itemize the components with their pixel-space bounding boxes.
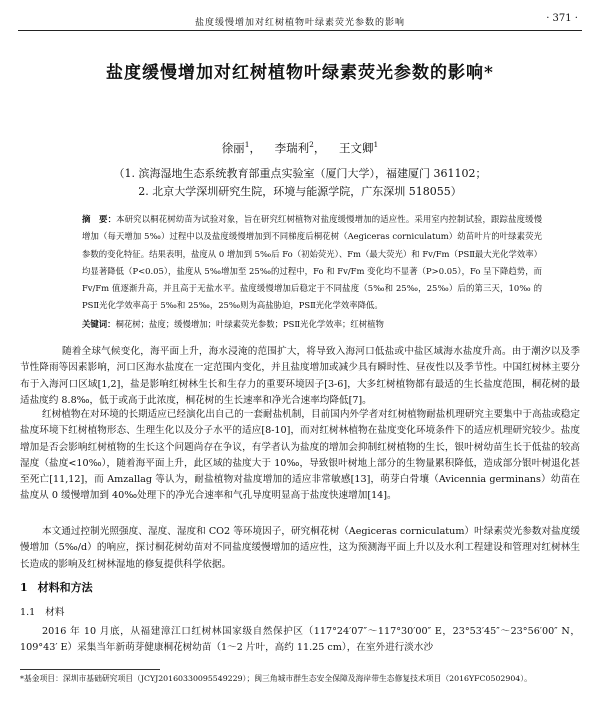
body-paragraph-1: 随着全球气候变化，海平面上升，海水浸淹的范围扩大，将导致入海河口低盐或中盐区域海水盐度升高。由于潮汐以及季节性降雨等因素影响，河口区海水盐度在一定范围内变化，并且盐度增加或减少具有瞬时性、昼夜性以及季节性。中国红树林主要分布于入海河口区域[1,2]，盐是影响红树林生长和生存力的重要环境因子[3-6]，大多红树植物都有最适的生长盐度范围，桐花树的最适盐度约 8.8‰，低于或高于此浓度，桐花树的生长速率和净光合速率均降低[7]。: [20, 346, 580, 406]
page-header: [0, 0, 600, 34]
section-heading-1: 1 材料和方法: [20, 581, 93, 594]
footnote-rule: [20, 669, 160, 670]
abstract-text: 本研究以桐花树幼苗为试验对象，旨在研究红树植物对盐度缓慢增加的适应性。采用室内控制试验，跟踪盐度缓慢增加（每天增加 5‰）过程中以及盐度缓慢增加到不同梯度后桐花树（Aegiceras corniculatum）幼苗叶片的叶绿素荧光参数的变化特征。结果表明，盐度从 0 增加到 5‰后 Fo（初始荧光）、Fm（最大荧光）和 Fv/Fm（PSⅡ最大光化学效率）均显著降低（P<0.05），盐度从 5‰增加至 25‰的过程中，Fo 和 Fv/Fm 变化均不显著（P>0.05），Fo 呈下降趋势，而 Fv/Fm 值逐渐升高，并且高于无盐水平。盐度缓慢增加后稳定于不同盐度（5‰和 25‰，25‰）后的第三天，10‰ 的 PSⅡ光化学效率高于 5‰和 25‰，25‰则为高盐胁迫，PSⅡ光化学效率降低。: [82, 214, 543, 311]
abstract-label: 摘 要：: [82, 214, 117, 224]
body-paragraph-4: 2016 年 10 月底，从福建漳江口红树林国家级自然保护区（117°24′07″～117°30′00″ E，23°53′45″～23°56′00″ N，109°43′ E）采集当年新萌芽健康桐花树幼苗（1～2 片叶，高约 11.25 cm），在室外进行淡水沙: [20, 626, 580, 654]
author: 徐丽$^1$: [221, 140, 250, 155]
section-heading-1-1: 1.1 材料: [20, 607, 65, 618]
affiliation-1: （1. 滨海湿地生态系统教育部重点实验室（厦门大学），福建厦门 361102；: [113, 167, 487, 180]
running-title: 盐度缓慢增加对红树植物叶绿素荧光参数的影响: [194, 18, 405, 28]
footnote: *基金项目：深圳市基础研究项目（JCYJ20160330095549229）；闽三角城市群生态安全保障及海岸带生态修复技术项目（2016YFC0502904）。: [20, 674, 532, 683]
keywords: [82, 318, 542, 330]
keywords-label: 关键词：: [82, 319, 116, 329]
page-number: · 371 ·: [546, 13, 578, 24]
body-paragraph-3: 本文通过控制光照强度、湿度、湿度和 CO2 等环境因子，研究桐花树（Aegiceras corniculatum）叶绿素荧光参数对盐度缓慢增加（5‰/d）的响应，探讨桐花树幼苗对不同盐度缓慢增加的适应性，这为预测海平面上升以及水利工程建设和管理对红树林生长造成的影响及红树林湿地的修复提供科学依据。: [20, 526, 580, 570]
author-list: 徐丽$^1$， 李瑞利$^2$， 王文卿$^1$: [221, 140, 379, 155]
author: 王文卿$^1$: [339, 140, 379, 155]
author: 李瑞利$^2$: [274, 140, 314, 155]
body-paragraph-2: 红树植物在对环境的长期适应已经演化出自己的一套耐盐机制，目前国内外学者对红树植物耐盐机理研究主要集中于高盐或稳定盐度环境下红树植物形态、生理生化以及分子水平的适应[8-10]，而对红树林植物在盐度变化环境条件下的适应机理研究较少。盐度增加是否会影响红树植物的生长这个问题尚存在争议，有学者认为盐度的增加会抑制红树植物的生长，银叶树幼苗生长于低盐的较高湿度（盐度<10‰），随着海平面上升，此区域的盐度大于 10‰，导致银叶树地上部分的生物量累积降低，造成部分银叶树退化甚至死亡[11,12]，而 Amzallag 等认为，耐盐植物对盐度增加的适应非常敏感[13]，萌芽白骨壤（Avicennia germinans）幼苗在盐度从 0 缓慢增加到 40‰处理下的净光合速率和气孔导度明显高于盐度快速增加[14]。: [20, 409, 580, 502]
header-rule: [18, 30, 582, 31]
abstract: [82, 211, 542, 315]
keywords-text: 桐花树；盐度；缓慢增加；叶绿素荧光参数；PSⅡ光化学效率；红树植物: [115, 319, 384, 329]
affiliation-2: 2. 北京大学深圳研究生院，环境与能源学院，广东深圳 518055）: [138, 185, 462, 198]
paper-title: 盐度缓慢增加对红树植物叶绿素荧光参数的影响*: [106, 63, 494, 83]
